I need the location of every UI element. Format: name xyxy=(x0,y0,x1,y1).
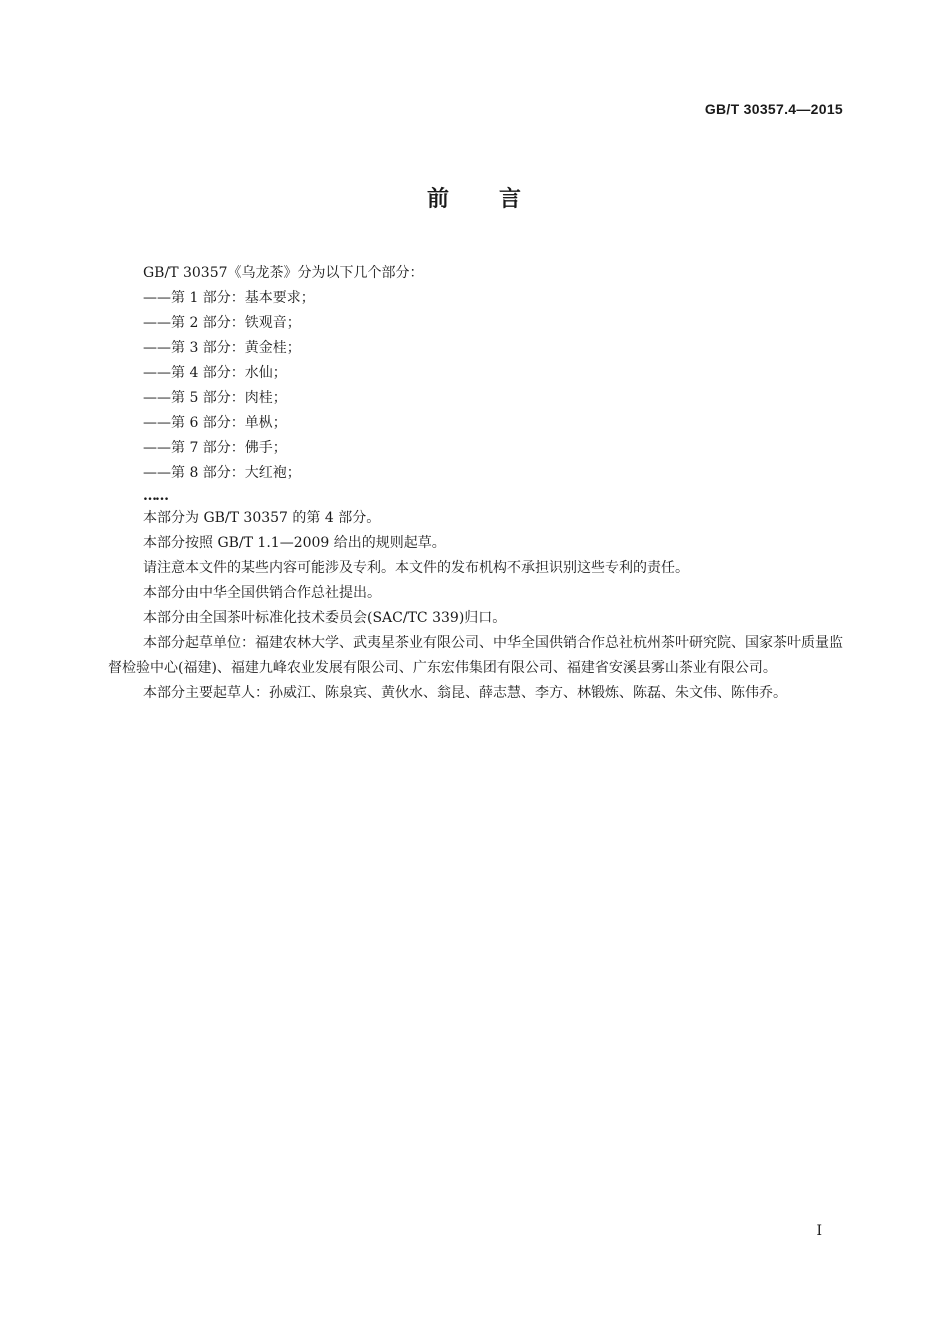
part-list-item: ——第 3 部分：黄金桂； xyxy=(143,340,301,356)
paragraph-drafting-rules: 本部分按照 GB/T 1.1—2009 给出的规则起草。 xyxy=(143,535,446,551)
part-list-item: ——第 5 部分：肉桂； xyxy=(143,390,287,406)
list-ellipsis: …… xyxy=(143,488,167,504)
part-list-item: ——第 6 部分：单枞； xyxy=(143,415,287,431)
paragraph-drafting-units: 本部分起草单位：福建农林大学、武夷星茶业有限公司、中华全国供销合作总社杭州茶叶研究院、国家茶叶质量监督检验中心(福建)、福建九峰农业发展有限公司、广东宏伟集团有限公司、福建省安溪县雾山茶业有限公司。 xyxy=(108,635,843,676)
part-list-item: ——第 1 部分：基本要求； xyxy=(143,290,315,306)
part-list-item: ——第 7 部分：佛手； xyxy=(143,440,287,456)
part-list-item: ——第 4 部分：水仙； xyxy=(143,365,287,381)
paragraph-drafters: 本部分主要起草人：孙威江、陈泉宾、黄伙水、翁昆、薛志慧、李方、林锻炼、陈磊、朱文伟、陈伟乔。 xyxy=(143,685,787,701)
page-title xyxy=(0,182,950,213)
title-char-1: 前 xyxy=(426,187,451,212)
paragraph-committee: 本部分由全国茶叶标准化技术委员会(SAC/TC 339)归口。 xyxy=(143,610,507,626)
preface-body xyxy=(108,261,843,706)
page-number: I xyxy=(816,1223,822,1239)
part-list-item: ——第 8 部分：大红袍； xyxy=(143,465,301,481)
intro-paragraph: GB/T 30357《乌龙茶》分为以下几个部分： xyxy=(143,265,424,281)
paragraph-part-number: 本部分为 GB/T 30357 的第 4 部分。 xyxy=(143,510,381,526)
paragraph-proposer: 本部分由中华全国供销合作总社提出。 xyxy=(143,585,381,601)
paragraph-patent-notice: 请注意本文件的某些内容可能涉及专利。本文件的发布机构不承担识别这些专利的责任。 xyxy=(143,560,689,576)
part-list-item: ——第 2 部分：铁观音； xyxy=(143,315,301,331)
title-char-2: 言 xyxy=(499,187,524,212)
standard-number: GB/T 30357.4—2015 xyxy=(704,101,843,117)
